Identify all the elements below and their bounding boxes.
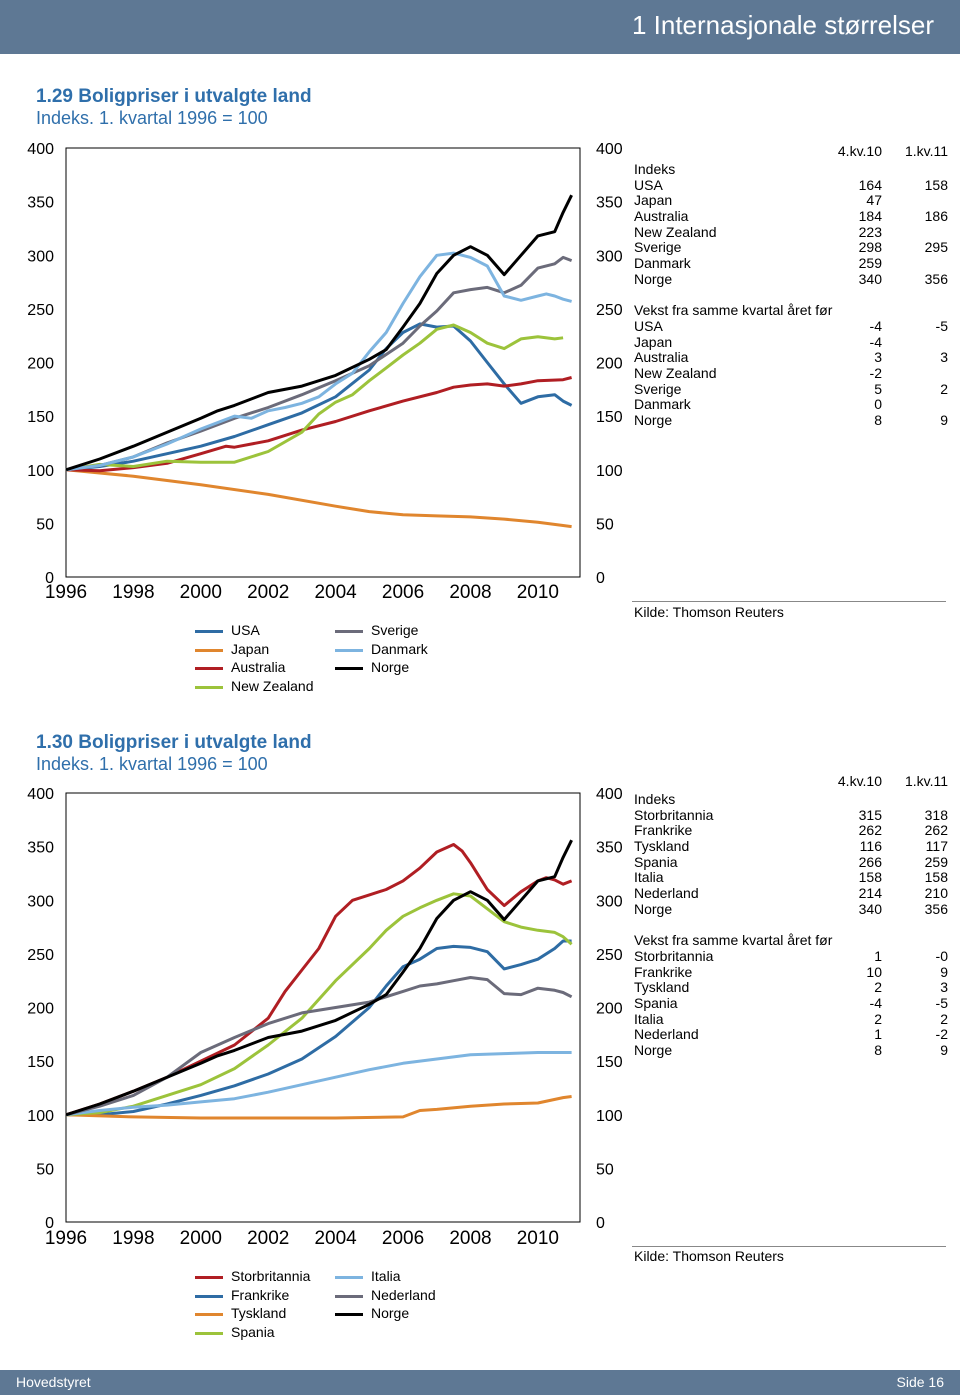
y-tick-label-left: 0 (45, 1215, 54, 1232)
table-row-label: Norge (634, 270, 673, 287)
table-row (634, 996, 948, 1012)
legend-label: New Zealand (231, 677, 314, 694)
y-tick-label-left: 400 (27, 141, 54, 158)
legend-label: Australia (231, 659, 286, 675)
y-tick-label-right: 300 (596, 248, 623, 266)
y-tick-label-left: 250 (27, 301, 54, 319)
chart-2-source: Kilde: Thomson Reuters (634, 1248, 784, 1264)
table-cell: 8 (874, 1042, 882, 1058)
y-tick-label-left: 50 (36, 516, 54, 534)
y-tick-label-left: 50 (36, 1161, 54, 1179)
legend-swatch (335, 1276, 363, 1279)
table-spacer (634, 918, 948, 934)
table-cell: 10 (866, 963, 882, 980)
x-tick-label: 2000 (179, 1228, 222, 1249)
table-row (634, 335, 948, 351)
y-tick-label-left: 150 (27, 409, 54, 427)
table-cell: 223 (858, 223, 882, 240)
series-line-nederland (66, 978, 572, 1115)
y-tick-label-left: 150 (27, 1054, 54, 1072)
table-cell: 0 (874, 396, 882, 413)
table-cell: 262 (858, 822, 882, 839)
legend-swatch (195, 686, 223, 689)
table-row-label: Spania (634, 994, 678, 1011)
table-row (634, 823, 948, 839)
table-row-label: Japan (634, 192, 673, 209)
y-tick-label-left: 350 (27, 839, 54, 857)
table-row-label: Italia (634, 1010, 664, 1027)
series-line-frankrike (66, 941, 572, 1115)
series-line-new-zealand (66, 325, 563, 470)
table-row (634, 1012, 948, 1028)
table-col-headers (634, 774, 948, 792)
table-row (634, 1027, 948, 1043)
table-row-label: USA (634, 176, 663, 193)
table-row-label: Norge (634, 412, 673, 428)
y-tick-label-right: 300 (596, 893, 623, 911)
table-cell: 164 (858, 176, 882, 193)
footer-left: Hovedstyret (16, 1374, 91, 1390)
table-cell: 315 (858, 806, 882, 823)
table-row-label: Norge (634, 1042, 673, 1058)
x-tick-label: 1998 (112, 1228, 155, 1249)
table-section-heading-label: Indeks (634, 791, 676, 807)
table-section-heading-label: Vekst fra samme kvartal året før (634, 932, 833, 949)
x-tick-label: 2010 (516, 582, 560, 603)
legend-swatch (195, 649, 223, 652)
table-row-label: Storbritannia (634, 806, 714, 823)
series-line-tyskland (66, 1097, 572, 1119)
x-tick-label: 2008 (449, 1228, 492, 1249)
table-cell: 47 (866, 192, 882, 209)
x-tick-label: 2002 (247, 1228, 290, 1249)
table-row-label: Storbritannia (634, 947, 714, 964)
series-line-australia (66, 378, 572, 471)
table-cell: 2 (940, 380, 948, 397)
series-line-japan (66, 470, 572, 527)
y-tick-label-left: 300 (27, 893, 54, 911)
x-tick-label: 2004 (314, 1228, 357, 1249)
series-line-usa (66, 324, 572, 470)
table-row-label: Sverige (634, 239, 682, 256)
legend-label: Tyskland (231, 1305, 287, 1321)
table-cell: 295 (924, 239, 948, 256)
table-col-header: 4.kv.10 (837, 773, 882, 789)
table-cell: 262 (924, 822, 948, 839)
table-row (634, 870, 948, 886)
table-col-headers (634, 144, 948, 162)
table-cell: 2 (874, 1010, 882, 1027)
table-row-label: USA (634, 317, 663, 334)
table-cell: 158 (924, 869, 948, 886)
series-line-sverige (66, 257, 572, 469)
chart-2-table (634, 774, 948, 1059)
table-row (634, 1043, 948, 1059)
y-tick-label-left: 0 (45, 570, 54, 587)
table-row-label: Danmark (634, 255, 691, 272)
table-row (634, 382, 948, 398)
table-row-label: Tyskland (634, 979, 690, 996)
table-row (634, 319, 948, 335)
table-cell: 214 (858, 885, 882, 902)
x-tick-label: 2006 (381, 582, 425, 603)
chart-1-source: Kilde: Thomson Reuters (634, 604, 784, 620)
y-tick-label-right: 100 (596, 1107, 623, 1125)
table-section-heading (634, 303, 948, 319)
table-cell: 158 (858, 869, 882, 886)
legend-swatch (335, 667, 363, 670)
y-tick-label-right: 250 (596, 301, 623, 319)
table-cell: -4 (869, 333, 882, 350)
series-line-norge (66, 840, 572, 1115)
table-row (634, 949, 948, 965)
y-tick-label-right: 200 (596, 1000, 623, 1018)
legend-swatch (195, 1313, 223, 1316)
table-cell: 1 (874, 947, 882, 964)
table-row (634, 397, 948, 413)
table-row-label: Japan (634, 333, 673, 350)
x-tick-label: 1996 (44, 1228, 88, 1249)
table-row (634, 839, 948, 855)
table-row-label: Australia (634, 208, 689, 225)
header-bar (0, 0, 960, 52)
series-line-italia (66, 1053, 572, 1115)
table-cell: 8 (874, 412, 882, 428)
table-cell: 356 (924, 900, 948, 917)
table-col-header: 1.kv.11 (904, 773, 948, 789)
legend-label: Norge (371, 659, 410, 675)
table-row (634, 240, 948, 256)
legend-label: Sverige (371, 622, 419, 638)
table-row-label: Nederland (634, 1026, 699, 1043)
table-cell: 117 (925, 838, 948, 855)
table-row-label: Italia (634, 869, 664, 886)
table-row-label: New Zealand (634, 364, 717, 381)
legend-swatch (335, 1313, 363, 1316)
legend-label: Spania (231, 1323, 275, 1340)
footer-right: Side 16 (896, 1374, 944, 1390)
y-tick-label-right: 50 (596, 516, 614, 534)
table-cell: 3 (940, 979, 948, 996)
table-cell: -2 (935, 1026, 948, 1043)
table-cell: -4 (869, 317, 882, 334)
table-section-heading (634, 933, 948, 949)
table-col-header: 4.kv.10 (837, 143, 882, 159)
table-row-label: Frankrike (634, 822, 693, 839)
legend-label: Danmark (371, 640, 428, 657)
table-row-label: Danmark (634, 396, 691, 413)
table-cell: -4 (869, 994, 882, 1011)
table-section-heading (634, 792, 948, 808)
x-tick-label: 2000 (179, 582, 222, 603)
y-tick-label-left: 350 (27, 194, 54, 212)
y-tick-label-right: 0 (596, 1215, 605, 1232)
table-cell: -5 (935, 994, 948, 1011)
table-row-label: New Zealand (634, 223, 717, 240)
legend-label: Italia (371, 1268, 401, 1284)
table-row-label: Sverige (634, 380, 682, 397)
table-section-heading-label: Indeks (634, 161, 676, 177)
series-line-danmark (66, 253, 572, 470)
header-title: 1 Internasjonale størrelser (631, 10, 934, 40)
table-row-label: Tyskland (634, 838, 690, 855)
y-tick-label-right: 250 (596, 946, 623, 964)
legend-label: Japan (231, 640, 270, 657)
chart-2-subtitle: Indeks. 1. kvartal 1996 = 100 (36, 754, 268, 774)
y-tick-label-right: 0 (596, 570, 605, 587)
table-cell: 318 (924, 806, 948, 823)
table-cell: 158 (924, 176, 948, 193)
table-row (634, 256, 948, 272)
table-row (634, 413, 948, 429)
table-cell: 184 (858, 208, 882, 225)
table-cell: 1 (874, 1026, 882, 1043)
chart-1-source-rule (632, 601, 946, 602)
legend-swatch (195, 667, 223, 670)
table-col-header: 1.kv.11 (904, 143, 948, 159)
legend-swatch (195, 1295, 223, 1298)
legend-label: USA (231, 622, 260, 638)
header-rule (0, 52, 960, 54)
y-tick-label-right: 400 (596, 141, 623, 158)
series-line-spania (66, 894, 572, 1115)
chart-1-subtitle: Indeks. 1. kvartal 1996 = 100 (36, 108, 268, 128)
legend-swatch (195, 630, 223, 633)
x-tick-label: 1996 (44, 582, 88, 603)
y-tick-label-right: 100 (596, 462, 623, 480)
y-tick-label-left: 250 (27, 946, 54, 964)
table-row (634, 965, 948, 981)
table-row-label: Australia (634, 349, 689, 366)
table-row-label: Norge (634, 900, 673, 917)
table-row-label: Frankrike (634, 963, 693, 980)
table-row (634, 350, 948, 366)
legend-label: Storbritannia (231, 1268, 311, 1284)
table-cell: 356 (924, 270, 948, 287)
y-tick-label-left: 200 (27, 355, 54, 373)
table-cell: 298 (858, 239, 882, 256)
table-cell: -0 (935, 947, 948, 964)
table-cell: 2 (940, 1010, 948, 1027)
chart-1-title: 1.29 Boligpriser i utvalgte land (36, 86, 312, 107)
y-tick-label-left: 100 (27, 462, 54, 480)
footer-bar (0, 1370, 960, 1395)
chart-1-table (634, 144, 948, 429)
legend-swatch (335, 1295, 363, 1298)
table-row-label: Spania (634, 853, 678, 870)
table-row (634, 209, 948, 225)
legend-swatch (195, 1332, 223, 1335)
table-cell: 2 (874, 979, 882, 996)
table-section-heading (634, 162, 948, 178)
table-row (634, 272, 948, 288)
table-cell: 259 (924, 853, 948, 870)
table-cell: -5 (935, 317, 948, 334)
table-section-heading-label: Vekst fra samme kvartal året før (634, 302, 833, 319)
table-cell: 340 (858, 270, 882, 287)
table-row-label: Nederland (634, 885, 699, 902)
table-cell: 9 (940, 963, 948, 980)
table-row (634, 886, 948, 902)
table-cell: -2 (869, 364, 882, 381)
table-cell: 3 (940, 349, 948, 366)
table-row (634, 855, 948, 871)
y-tick-label-right: 150 (596, 409, 623, 427)
y-tick-label-right: 50 (596, 1161, 614, 1179)
y-tick-label-left: 400 (27, 786, 54, 803)
y-tick-label-left: 300 (27, 248, 54, 266)
table-cell: 9 (940, 1042, 948, 1058)
table-cell: 340 (858, 900, 882, 917)
x-tick-label: 2008 (449, 582, 492, 603)
x-tick-label: 1998 (112, 582, 155, 603)
plot-frame (66, 148, 580, 577)
table-cell: 210 (924, 885, 948, 902)
table-spacer (634, 288, 948, 304)
y-tick-label-right: 350 (596, 194, 623, 212)
table-row (634, 980, 948, 996)
x-tick-label: 2010 (516, 1228, 560, 1249)
chart-2-title: 1.30 Boligpriser i utvalgte land (36, 732, 312, 753)
y-tick-label-left: 200 (27, 1000, 54, 1018)
legend-swatch (335, 630, 363, 633)
legend-label: Norge (371, 1305, 410, 1321)
table-row (634, 366, 948, 382)
legend-label: Nederland (371, 1286, 436, 1303)
table-cell: 259 (858, 255, 882, 272)
table-row (634, 808, 948, 824)
table-cell: 116 (859, 838, 882, 855)
plot-frame (66, 793, 580, 1222)
x-tick-label: 2004 (314, 582, 357, 603)
y-tick-label-left: 100 (27, 1107, 54, 1125)
table-row (634, 178, 948, 194)
y-tick-label-right: 150 (596, 1054, 623, 1072)
table-cell: 9 (940, 412, 948, 428)
x-tick-label: 2006 (381, 1228, 425, 1249)
y-tick-label-right: 350 (596, 839, 623, 857)
legend-swatch (195, 1276, 223, 1279)
series-line-norge (66, 195, 572, 470)
table-cell: 5 (874, 380, 882, 397)
table-cell: 3 (874, 349, 882, 366)
table-cell: 266 (858, 853, 882, 870)
series-line-storbritannia (66, 845, 572, 1115)
legend-label: Frankrike (231, 1286, 290, 1303)
y-tick-label-right: 400 (596, 786, 623, 803)
table-cell: 186 (924, 208, 948, 225)
chart-2-source-rule (632, 1246, 946, 1247)
table-row (634, 902, 948, 918)
table-row (634, 225, 948, 241)
legend-swatch (335, 649, 363, 652)
table-row (634, 193, 948, 209)
x-tick-label: 2002 (247, 582, 290, 603)
y-tick-label-right: 200 (596, 355, 623, 373)
